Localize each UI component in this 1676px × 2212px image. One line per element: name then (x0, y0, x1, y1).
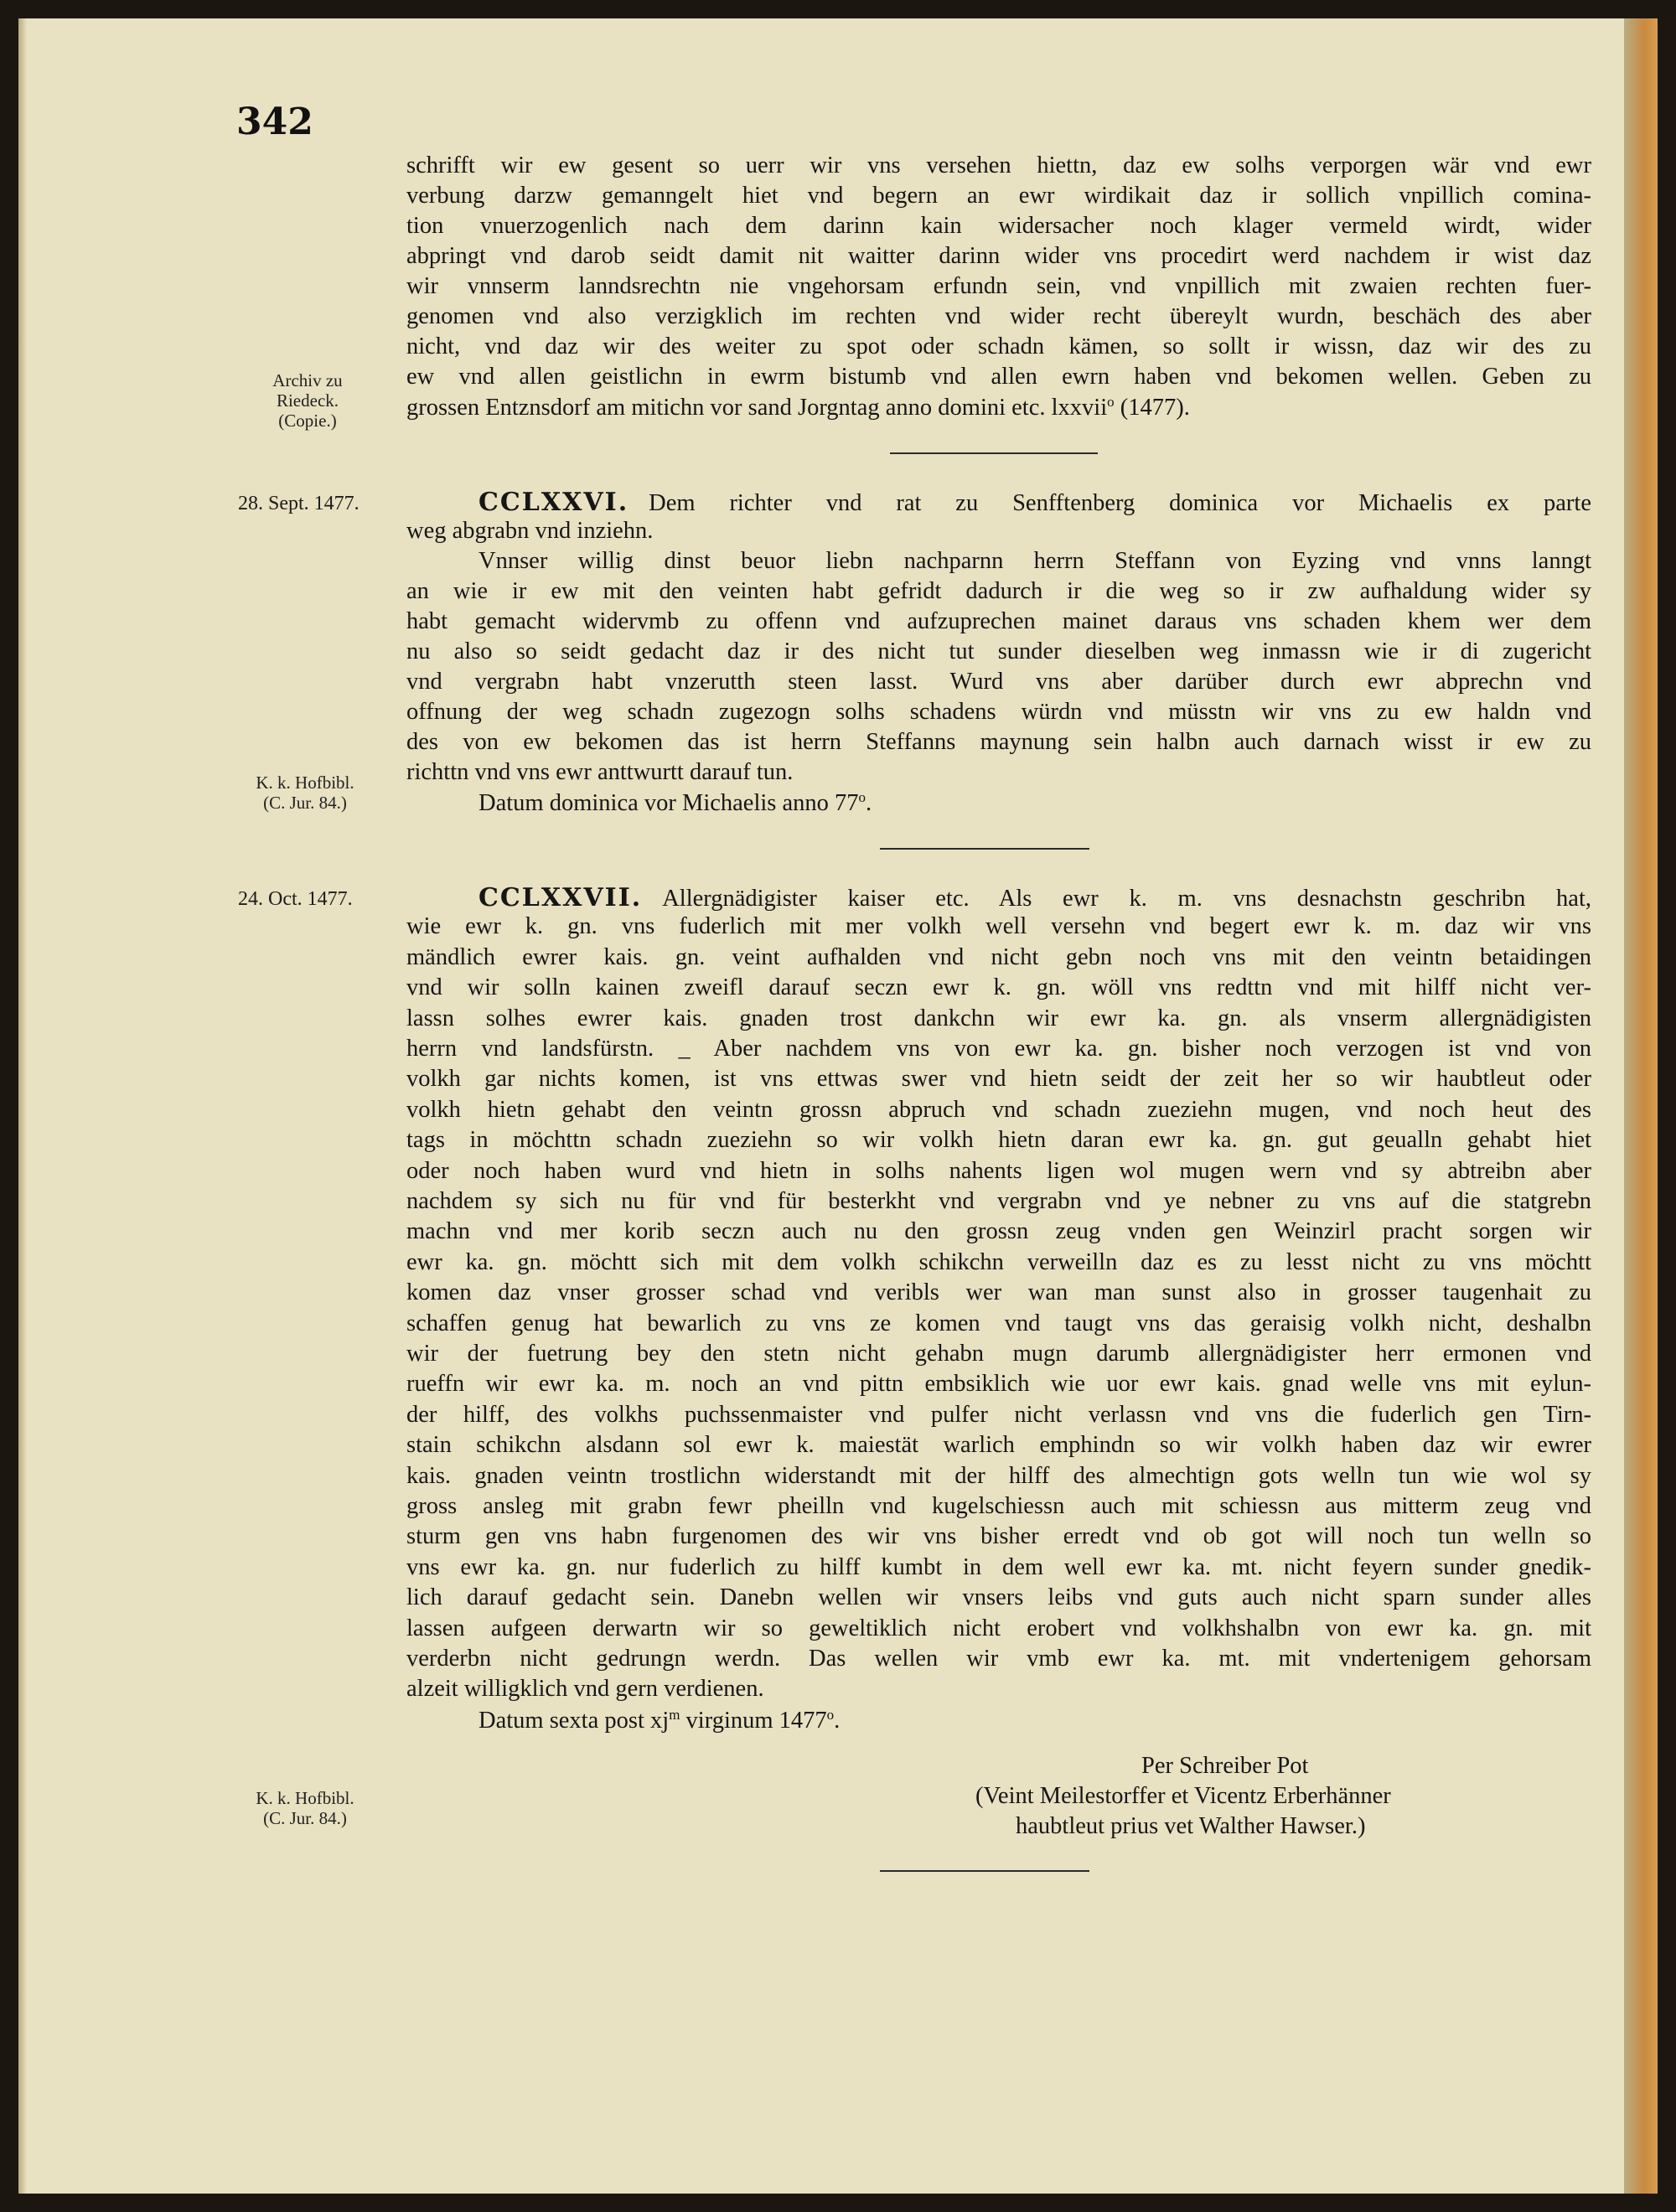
source-note-line: K. k. Hofbibl. (256, 1788, 354, 1808)
document-date: 28. Sept. 1477. (238, 493, 360, 514)
signature-line: (Veint Meilestorffer et Vicentz Erberhänner (975, 1783, 1391, 1809)
text-line: wie ewr k. gn. vns fuderlich mit mer volkh well versehn vnd begert ewr k. m. daz wir vns (406, 913, 1591, 940)
separator-rule (890, 452, 1098, 454)
text-line: vnd wir solln kainen zweifl darauf seczn ewr k. gn. wöll vns redttn vnd mit hilff nicht ver- (406, 974, 1591, 1001)
dating-text: Datum dominica vor Michaelis anno 77 (478, 790, 859, 816)
text-line: richttn vnd vns ewr anttwurtt darauf tun. (406, 759, 794, 785)
text-line: an wie ir ew mit den veinten habt gefridt dadurch ir die weg so ir zw aufhaldung wider sy (406, 578, 1591, 604)
text-span: grossen Entznsdorf am mitichn vor sand Jorgntag anno domini etc. lxxvii (406, 395, 1108, 421)
text-line: volkh gar nichts komen, ist vns ettwas swer vnd hietn seidt der zeit her so wir haubtleut oder (406, 1066, 1591, 1093)
text-line: komen daz vnser grosser schad vnd veribls wer wan man sunst also in grosser taugenhait zu (406, 1279, 1591, 1306)
text-line: der hilff, des volkhs puchssenmaister vnd pulfer nicht verlassn vnd vns die fuderlich gen Tirn- (406, 1401, 1591, 1428)
text-span: (1477). (1114, 395, 1190, 421)
source-note (238, 773, 372, 813)
text-line: abpringt vnd darob seidt damit nit waitter darinn wider vns procedirt werd nachdem ir wist daz (406, 243, 1591, 269)
text-line: schrifft wir ew gesent so uerr wir vns versehen hiettn, daz ew solhs verporgen wär vnd ewr (406, 152, 1591, 178)
text-line: lich darauf gedacht sein. Danebn wellen wir vnsers leibs vnd guts auch nicht sparn sunder alles (406, 1584, 1591, 1611)
source-note-line: (C. Jur. 84.) (263, 1808, 347, 1828)
signature-line: haubtleut prius vet Walther Hawser.) (1016, 1813, 1366, 1839)
text-line: wir der fuetrung bey den stetn nicht gehabn mugn darumb allergnädigister herr ermonen vnd (406, 1341, 1591, 1367)
text-line: schaffen genug hat bewarlich zu vns ze komen vnd taugt vns das geraisig volkh nicht, deshalbn (406, 1310, 1591, 1336)
text-line: tags in möchttn schadn zueziehn so wir volkh hietn daran ewr ka. gn. gut geualln gehabt hiet (406, 1127, 1591, 1154)
dating-end: . (834, 1707, 841, 1734)
document-date: 24. Oct. 1477. (238, 888, 353, 910)
heading-line (406, 488, 1591, 517)
source-note-line: (Copie.) (278, 411, 337, 431)
text-line: vnd vergrabn habt vnzerutth steen lasst. Wurd vns aber darüber durch ewr abprechn vnd (406, 669, 1591, 695)
text-line: verbung darzw gemanngelt hiet vnd begern an ewr wirdikait daz ir sollich vnpillich comina- (406, 183, 1591, 209)
book-page (18, 18, 1658, 2194)
source-note-line: Riedeck. (276, 390, 339, 411)
text-line: stain schikchn alsdann sol ewr k. maiestät warlich emphindn so wir volkh haben daz wir ewrer (406, 1432, 1591, 1459)
dating-end: . (866, 790, 872, 816)
dating-text: virginum 1477 (680, 1707, 827, 1734)
text-line: mändlich ewrer kais. gn. veint aufhalden vnd nicht gebn noch vns mit den veintn betaidingen (406, 943, 1591, 970)
text-line: ewr ka. gn. möchtt sich mit dem volkh schikchn verweilln daz es zu lesst nicht zu vns möchtt (406, 1248, 1591, 1275)
text-line: des von ew bekomen das ist herrn Steffanns maynung sein halbn auch darnach wisst ir ew zu (406, 729, 1591, 755)
dating-line (406, 789, 1591, 817)
page-number: 342 (236, 101, 313, 143)
superscript: o (858, 789, 866, 805)
dating-line (406, 1707, 1591, 1734)
dating-text: Datum sexta post xj (478, 1707, 670, 1734)
page-left-edge (18, 18, 27, 2194)
text-line (406, 883, 1591, 912)
text-line: ew vnd allen geistlichn in ewrm bistumb vnd allen ewrn haben vnd bekomen wellen. Geben zu (406, 364, 1591, 390)
text-line: nachdem sy sich nu für vnd für besterkht vnd vergrabn vnd ye nebner zu vns auf die statgrebn (406, 1188, 1591, 1214)
text-span: Allergnädigister kaiser etc. Als ewr k. m. vns desnachstn geschribn hat, (662, 886, 1591, 912)
text-line: tion vnuerzogenlich nach dem darinn kain widersacher noch klager vermeld wirdt, wider (406, 213, 1591, 239)
text-line: volkh hietn gehabt den veintn grossn abpruch vnd schadn zueziehn mugen, vnd noch heut des (406, 1096, 1591, 1123)
superscript: o (1107, 394, 1115, 410)
text-line: kais. gnaden veintn trostlichn widerstandt mit der hilff des almechtign gots welln tun wie wol sy (406, 1462, 1591, 1489)
signature-line: Per Schreiber Pot (1141, 1753, 1309, 1779)
document-numeral: CCLXXVI. (478, 488, 629, 517)
text-line: oder noch haben wurd vnd hietn in solhs nahents ligen wol mugen wern vnd sy abtreibn aber (406, 1157, 1591, 1184)
source-note (238, 1788, 372, 1828)
text-line: lassen aufgeen derwartn wir so geweltiklich nicht erobert vnd volkhshalbn von ewr ka. gn. mit (406, 1615, 1591, 1641)
separator-rule (880, 848, 1089, 850)
source-note-line: K. k. Hofbibl. (256, 773, 354, 793)
source-note (245, 370, 370, 431)
text-line (406, 394, 1591, 421)
superscript: o (826, 1706, 835, 1723)
text-line: alzeit willigklich vnd gern verdienen. (406, 1676, 764, 1703)
separator-rule (880, 1870, 1089, 1872)
text-line: nicht, vnd daz wir des weiter zu spot oder schadn kämen, so sollt ir wissn, daz wir des zu (406, 333, 1591, 359)
text-line: habt gemacht widervmb zu offenn vnd aufzuprechen mainet daraus vns schaden khem wer dem (406, 608, 1591, 634)
text-line: sturm gen vns habn furgenomen des wir vns bisher erredt vnd ob got will noch tun welln so (406, 1523, 1591, 1550)
heading-text: Dem richter vnd rat zu Senfftenberg dominica vor Michaelis ex parte (649, 490, 1591, 516)
text-line: Vnnser willig dinst beuor liebn nachparnn herrn Steffann von Eyzing vnd vnns lanngt (478, 548, 1591, 574)
text-line: rueffn wir ewr ka. m. noch an vnd pittn embsiklich wie uor ewr kais. gnad welle vns mit eylun- (406, 1371, 1591, 1398)
text-line: vns ewr ka. gn. nur fuderlich zu hilff kumbt in dem well ewr ka. mt. nicht feyern sunder gnedik- (406, 1553, 1591, 1580)
book-gutter (1624, 18, 1658, 2194)
superscript: m (669, 1706, 680, 1723)
text-line: offnung der weg schadn zugezogn solhs schadens würdn vnd müsstn wir vns zu ew haldn vnd (406, 699, 1591, 725)
text-line: wir vnnserm lanndsrechtn nie vngehorsam erfundn sein, vnd vnpillich mit zwaien rechten fuer- (406, 273, 1591, 299)
text-line: genomen vnd also verzigklich im rechten vnd wider recht übereylt wurdn, beschäch des aber (406, 303, 1591, 329)
text-line: machn vnd mer korib seczn auch nu den grossn zeug vnden gen Weinzirl pracht sorgen wir (406, 1218, 1591, 1245)
text-line: nu also so seidt gedacht daz ir des nicht tut sunder dieselben weg inmassn wie ir di zugericht (406, 638, 1591, 664)
source-note-line: (C. Jur. 84.) (263, 793, 347, 813)
source-note-line: Archiv zu (272, 370, 343, 390)
document-numeral: CCLXXVII. (478, 883, 643, 912)
text-line: gross ansleg mit grabn fewr pheilln vnd kugelschiessn auch mit schiessn aus mitterm zeug vnd (406, 1493, 1591, 1519)
text-line: herrn vnd landsfürstn. _ Aber nachdem vns von ewr ka. gn. bisher noch verzogen ist vnd von (406, 1036, 1591, 1062)
text-line: lassn solhes ewrer kais. gnaden trost dankchn wir ewr ka. gn. als vnserm allergnädigisten (406, 1005, 1591, 1031)
text-line: verderbn nicht gedrungn werdn. Das wellen wir vmb ewr ka. mt. mit vndertenigem gehorsam (406, 1646, 1591, 1672)
heading-line: weg abgrabn vnd inziehn. (406, 518, 654, 544)
